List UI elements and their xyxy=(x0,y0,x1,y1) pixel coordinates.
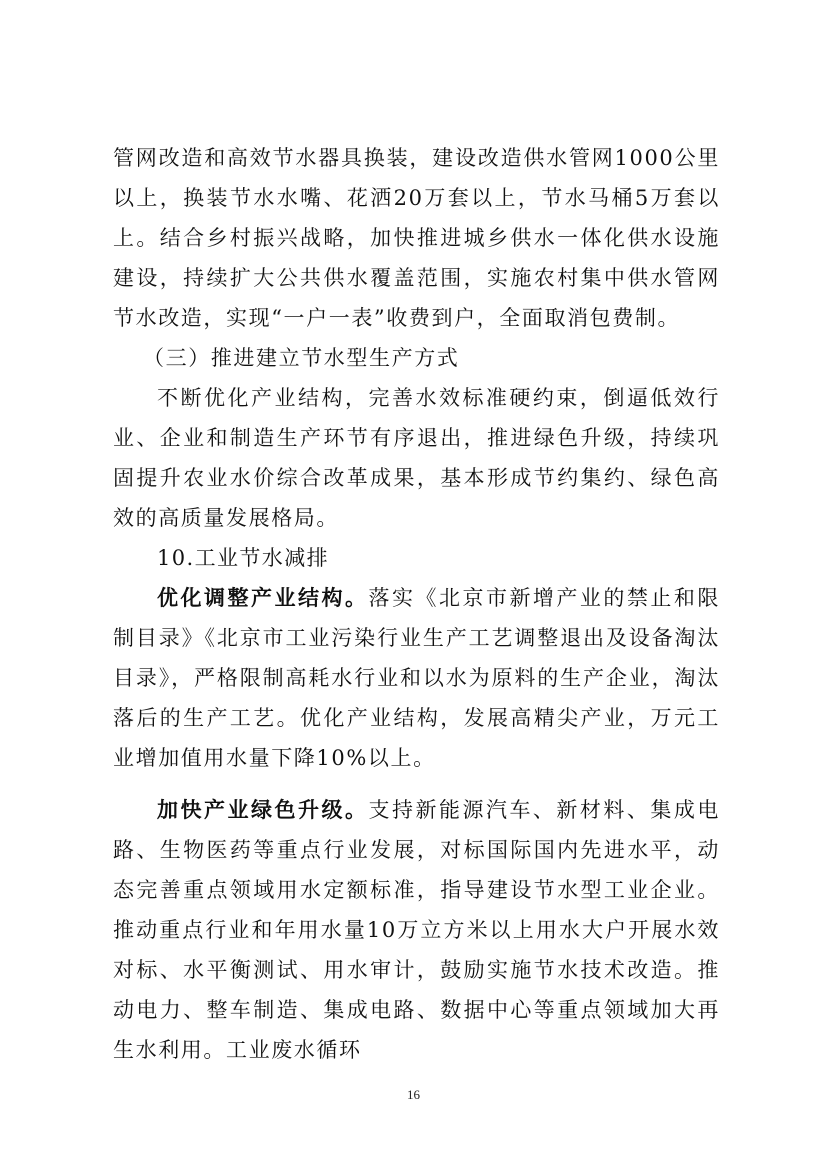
paragraph-4 xyxy=(113,790,720,1070)
page-number: 16 xyxy=(407,1087,420,1102)
paragraph-3-body: 落实《北京市新增产业的禁止和限制目录》《北京市工业污染行业生产工艺调整退出及设备淘汰目录》，严格限制高耗水行业和以水为原料的生产企业，淘汰落后的生产工艺。优化产业结构，发展高精尖产业，万元工业增加值用水量下降10%以上。 xyxy=(113,586,721,770)
paragraph-gap xyxy=(113,778,720,790)
paragraph-4-body: 支持新能源汽车、新材料、集成电路、生物医药等重点行业发展，对标国际国内先进水平，动态完善重点领域用水定额标准，指导建设节水型工业企业。推动重点行业和年用水量10万立方米以上用水大户开展水效对标、水平衡测试、用水审计，鼓励实施节水技术改造。推动电力、整车制造、集成电路、数据中心等重点领域加大再生水利用。工业废水循环 xyxy=(113,798,721,1062)
paragraph-3 xyxy=(113,578,720,778)
paragraph-3-lead: 优化调整产业结构。 xyxy=(157,585,369,610)
paragraph-4-lead: 加快产业绿色升级。 xyxy=(157,797,369,822)
item-heading: 10.工业节水减排 xyxy=(157,546,329,570)
section-heading: （三）推进建立节水型生产方式 xyxy=(143,346,460,370)
paragraph-2: 不断优化产业结构，完善水效标准硬约束，倒逼低效行业、企业和制造生产环节有序退出，推进绿色升级，持续巩固提升农业水价综合改革成果，基本形成节约集约、绿色高效的高质量发展格局。 xyxy=(113,386,720,530)
page-content xyxy=(113,138,720,1070)
paragraph-1: 管网改造和高效节水器具换装，建设改造供水管网1000公里以上，换装节水水嘴、花洒20万套以上，节水马桶5万套以上。结合乡村振兴战略，加快推进城乡供水一体化供水设施建设，持续扩大公共供水覆盖范围，实施农村集中供水管网节水改造，实现“一户一表”收费到户，全面取消包费制。 xyxy=(113,146,720,330)
